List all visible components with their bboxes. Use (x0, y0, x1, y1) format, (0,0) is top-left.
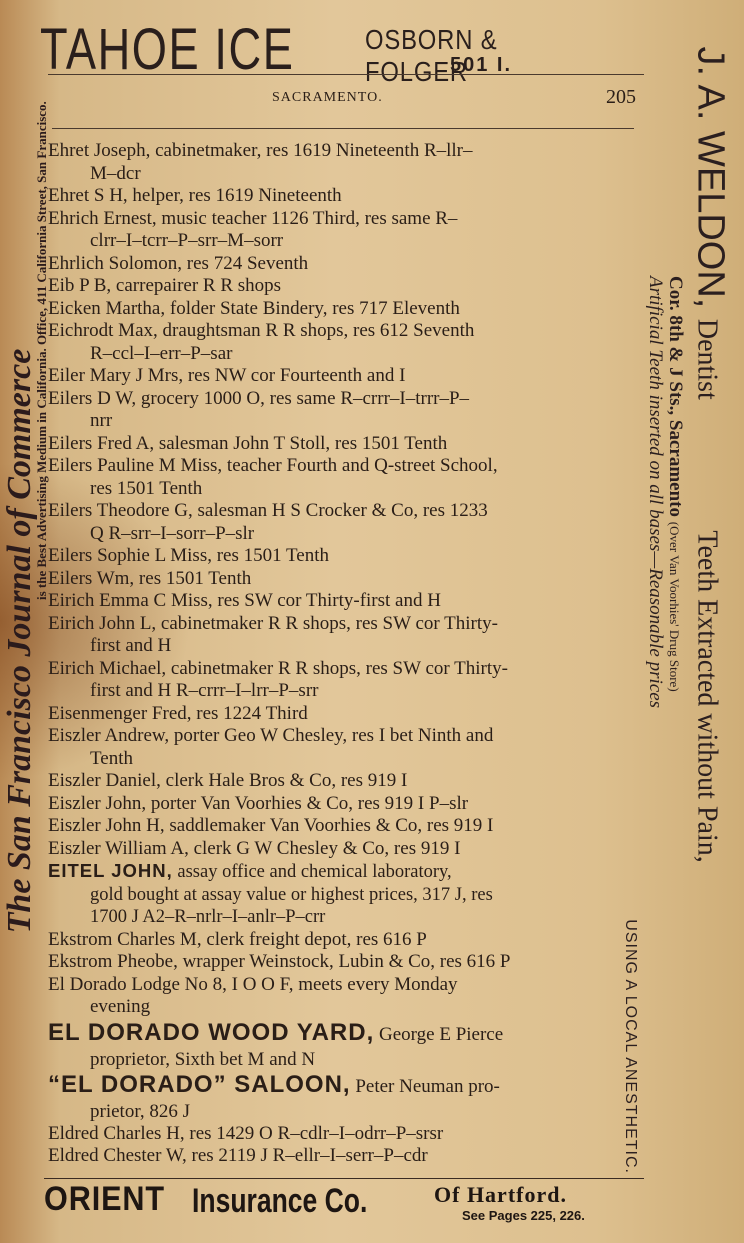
directory-entry (48, 545, 638, 568)
entry-text: Eiszler William A, clerk G W Chesley & Co, res 919 I (48, 837, 461, 859)
entry-continuation: Tenth (90, 747, 133, 769)
directory-entry (48, 365, 638, 388)
entry-text: Ehrlich Solomon, res 724 Seventh (48, 252, 309, 274)
weldon-address-note: (Over Van Voorhies' Drug Store) (667, 521, 682, 692)
directory-entry (48, 275, 638, 298)
orient-brand: ORIENT (44, 1180, 166, 1218)
entry-text: El Dorado Lodge No 8, I O O F, meets every Monday (48, 973, 458, 995)
directory-entry (48, 613, 638, 658)
page-number: 205 (606, 86, 636, 108)
entry-continuation: first and H R–crrr–I–lrr–P–srr (90, 680, 319, 701)
weldon-service: Teeth Extracted without Pain, (691, 530, 723, 863)
entry-text: Eiszler John, porter Van Voorhies & Co, res 919 I P–slr (48, 792, 469, 814)
entry-continuation: nrr (90, 410, 113, 431)
top-advertisement (40, 8, 650, 87)
osborn-folger-name: OSBORN & FOLGER (365, 24, 498, 87)
entry-continuation: first and H (90, 635, 172, 656)
entry-continuation: R–ccl–I–err–P–sar (90, 342, 233, 364)
entry-continuation: clrr–I–tcrr–P–srr–M–sorr (90, 230, 284, 251)
eitel-cont-1: gold bought at assay value or highest prices, 317 J, res (90, 884, 493, 905)
insurance-co: Insurance Co. (192, 1182, 368, 1220)
directory-entry (48, 500, 638, 545)
entry-text: Eilers Fred A, salesman John T Stoll, res 1501 Tenth (48, 432, 448, 454)
weldon-title: Dentist (691, 318, 723, 400)
entry-text: Ehret Joseph, cabinetmaker, res 1619 Nineteenth R–llr– (48, 140, 473, 161)
right-side-advertisement (622, 46, 744, 1195)
left-side-advertisement (0, 82, 49, 1192)
eitel-cont-2: 1700 J A2–R–nrlr–I–anlr–P–crr (90, 907, 326, 927)
top-divider (48, 74, 644, 75)
directory-entry (48, 568, 638, 591)
directory-entry (48, 703, 638, 726)
entry-text: Eilers Pauline M Miss, teacher Fourth and Q-street School, (48, 455, 498, 476)
weldon-artificial-teeth: Artificial Teeth inserted on all bases—Reasonable prices (645, 276, 666, 709)
directory-entry (48, 793, 638, 816)
entry-text: Eilers Wm, res 1501 Tenth (48, 567, 252, 589)
saloon-entry-rest: Peter Neuman pro- (350, 1075, 500, 1097)
wood-yard-entry-cont: proprietor, Sixth bet M and N (90, 1048, 316, 1070)
entry-text: Eirich John L, cabinetmaker R R shops, res SW cor Thirty- (48, 612, 498, 634)
saloon-entry-name: “EL DORADO” SALOON, (48, 1070, 351, 1098)
of-hartford: Of Hartford. (434, 1182, 567, 1207)
entry-text: Eisenmenger Fred, res 1224 Third (48, 702, 308, 724)
directory-entry (48, 253, 638, 276)
directory-entry (48, 433, 638, 456)
eitel-entry (48, 860, 638, 929)
directory-entry (48, 929, 638, 952)
weldon-address: Cor. 8th & J Sts., Sacramento (665, 276, 686, 518)
entry-text: Eiszler John H, saddlemaker Van Voorhies & Co, res 919 I (48, 815, 494, 836)
directory-entry (48, 320, 638, 365)
weldon-line-3 (644, 36, 666, 1176)
bottom-advertisement (44, 1180, 644, 1230)
running-header-city: SACRAMENTO. (272, 90, 383, 105)
entry-text: Eiszler Daniel, clerk Hale Bros & Co, res 919 I (48, 770, 408, 791)
directory-entry (48, 455, 638, 500)
entry-text: Eilers D W, grocery 1000 O, res same R–crrr–I–trrr–P– (48, 387, 470, 409)
entry-text: Eiler Mary J Mrs, res NW cor Fourteenth and I (48, 365, 406, 386)
eitel-rest: assay office and chemical laboratory, (172, 862, 452, 882)
journal-of-commerce-title: The San Francisco Journal of Commerce (1, 348, 38, 934)
weldon-name: J. A. WELDON, (689, 46, 732, 309)
entry-text: Eilers Sophie L Miss, res 1501 Tenth (48, 545, 330, 566)
entry-text: Eirich Michael, cabinetmaker R R shops, res SW cor Thirty- (48, 657, 508, 679)
entry-continuation: Q R–srr–I–sorr–P–slr (90, 522, 255, 544)
journal-of-commerce-tagline: is the Best Advertising Medium in California. Office, 411 California Street, San Francisco. (34, 101, 49, 600)
directory-entry (48, 725, 638, 770)
entry-text: Eib P B, carrepairer R R shops (48, 275, 282, 296)
entry-text: Eiszler Andrew, porter Geo W Chesley, res I bet Ninth and (48, 725, 494, 746)
entry-text: Eicken Martha, folder State Bindery, res 717 Eleventh (48, 297, 460, 319)
saloon-entry-cont: prietor, 826 J (90, 1100, 191, 1122)
see-pages-note: See Pages 225, 226. (462, 1208, 585, 1223)
directory-entry (48, 185, 638, 208)
saloon-entry (48, 1071, 638, 1123)
weldon-anesthetic: USING A LOCAL ANESTHETIC. (622, 919, 639, 1174)
entry-text: Ekstrom Charles M, clerk freight depot, res 616 P (48, 928, 427, 950)
tahoe-ice-logo: TAHOE ICE (40, 17, 295, 82)
wood-yard-entry (48, 1019, 638, 1071)
entry-text: Ehret S H, helper, res 1619 Nineteenth (48, 185, 342, 206)
directory-entry (48, 590, 638, 613)
wood-yard-entry-name: EL DORADO WOOD YARD, (48, 1018, 375, 1046)
directory-entry (48, 951, 638, 974)
entry-continuation: evening (90, 996, 151, 1017)
directory-entry (48, 140, 638, 185)
weldon-line-1 (689, 47, 732, 1187)
header-divider (52, 128, 634, 129)
directory-entry (48, 974, 638, 1019)
bottom-divider (44, 1178, 644, 1179)
entry-text: Eldred Chester W, res 2119 J R–ellr–I–serr–P–cdr (48, 1145, 428, 1166)
entry-continuation: M–dcr (90, 162, 141, 184)
directory-entry (48, 770, 638, 793)
directory-entry (48, 815, 638, 838)
eitel-name: EITEL JOHN, (48, 860, 173, 881)
directory-entry (48, 838, 638, 861)
directory-entry (48, 388, 638, 433)
entry-text: Eilers Theodore G, salesman H S Crocker & Co, res 1233 (48, 500, 488, 521)
osborn-folger-address: 501 I. (450, 54, 513, 76)
directory-entry (48, 298, 638, 321)
entry-text: Eirich Emma C Miss, res SW cor Thirty-first and H (48, 590, 441, 611)
directory-entry (48, 1145, 638, 1168)
directory-entry (48, 658, 638, 703)
wood-yard-entry-rest: George E Pierce (374, 1023, 504, 1045)
weldon-line-2 (664, 36, 686, 1176)
directory-entry (48, 1123, 638, 1146)
entry-text: Ekstrom Pheobe, wrapper Weinstock, Lubin & Co, res 616 P (48, 951, 511, 972)
entry-text: Eldred Charles H, res 1429 O R–cdlr–I–odrr–P–srsr (48, 1122, 444, 1144)
directory-entries (48, 140, 638, 1168)
running-header (52, 86, 644, 112)
entry-text: Ehrich Ernest, music teacher 1126 Third, res same R– (48, 207, 458, 229)
entry-continuation: res 1501 Tenth (90, 477, 203, 499)
entry-text: Eichrodt Max, draughtsman R R shops, res 612 Seventh (48, 320, 475, 341)
directory-entry (48, 208, 638, 253)
